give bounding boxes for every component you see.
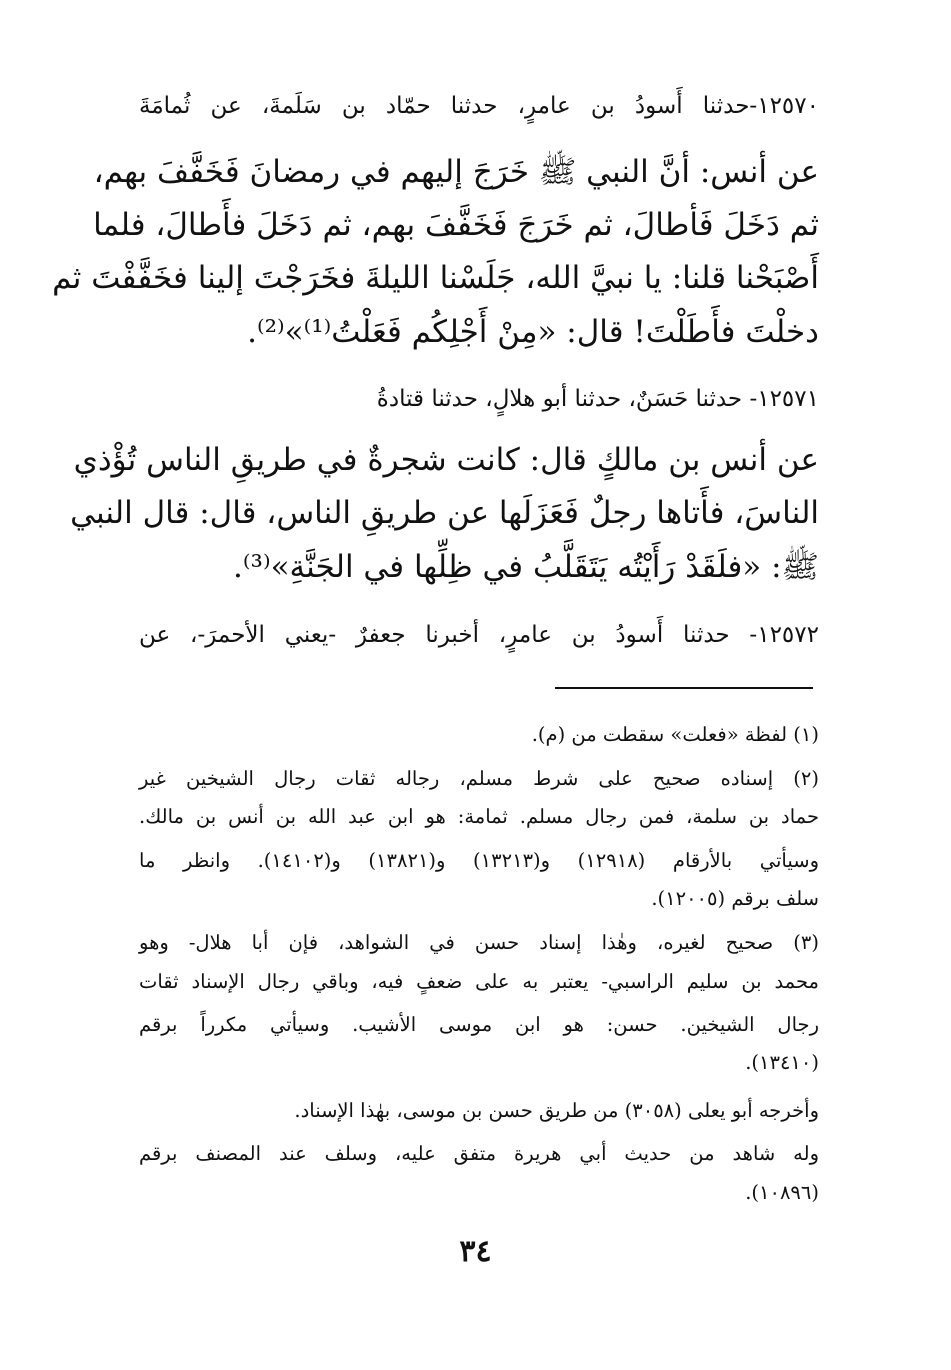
hadith-12571-header: ١٢٥٧١- حدثنا حَسَنٌ، حدثنا أبو هلالٍ، حدثنا قتادةُ xyxy=(376,386,819,412)
page-number: ٣٤ xyxy=(459,1234,492,1269)
hadith-12571-line-2: الناسَ، فأَتاها رجلٌ فَعَزَلَها عن طريقِ الناس، قال: قال النبي xyxy=(70,495,819,531)
footnote-2-line-2: حماد بن سلمة، فمن رجال مسلم. ثمامة: هو ابن عبد الله بن أنس بن مالك. xyxy=(139,805,819,828)
footnote-3-line-1: (٣) صحيح لغيره، وهٰذا إسناد حسن في الشواهد، فإن أبا هلال- وهو xyxy=(139,931,819,954)
footnote-2-line-1: (٢) إسناده صحيح على شرط مسلم، رجاله ثقات رجال الشيخين غير xyxy=(139,767,819,790)
footnote-2-line-3: وسيأتي بالأرقام (١٢٩١٨) و(١٣٢١٣) و(١٣٨٢١) و(١٤١٠٢). وانظر ما xyxy=(139,849,819,872)
hadith-12571-line-3: ﷺ: «فلَقَدْ رَأَيْتُه يَتَقَلَّبُ في ظِلِّها في الجَنَّةِ»⁽³⁾. xyxy=(233,549,819,585)
hadith-12570-line-3: أَصْبَحْنا قلنا: يا نبيَّ الله، جَلَسْنا الليلةَ فخَرَجْتَ إلينا فخَفَّفْتَ ثم xyxy=(52,260,819,296)
hadith-12571-line-1: عن أنس بن مالكٍ قال: كانت شجرةٌ في طريقِ الناس تُؤْذي xyxy=(73,442,819,478)
hadith-12570-line-2: ثم دَخَلَ فَأطالَ، ثم خَرَجَ فَخَفَّفَ بهم، ثم دَخَلَ فأَطالَ، فلما xyxy=(93,207,819,243)
footnote-3-extra-line-3: (١٠٨٩٦). xyxy=(745,1181,819,1204)
footnote-3-extra-line-2: وله شاهد من حديث أبي هريرة متفق عليه، وسلف عند المصنف برقم xyxy=(139,1142,819,1165)
hadith-12570-line-4: دخلْتَ فأَطَلْتَ! قال: «مِنْ أَجْلِكُم فَعَلْتُ⁽¹⁾»⁽²⁾. xyxy=(247,314,819,350)
hadith-12570-header: ١٢٥٧٠-حدثنا أَسودُ بن عامرٍ، حدثنا حمّاد بن سَلَمةَ، عن ثُمامَةَ xyxy=(139,93,819,119)
hadith-12572-header: ١٢٥٧٢- حدثنا أَسودُ بن عامرٍ، أخبرنا جعفرٌ -يعني الأحمرَ-، عن xyxy=(139,622,819,648)
footnote-3-line-4: (١٣٤١٠). xyxy=(745,1051,819,1074)
footnote-3-line-3: رجال الشيخين. حسن: هو ابن موسى الأشيب. وسيأتي مكرراً برقم xyxy=(139,1013,819,1036)
footnote-separator xyxy=(555,687,813,689)
footnote-2-line-4: سلف برقم (١٢٠٠٥). xyxy=(651,887,819,910)
footnote-1: (١) لفظة «فعلت» سقطت من (م). xyxy=(531,723,819,746)
hadith-12570-line-1: عن أنس: أنَّ النبي ﷺ خَرَجَ إليهم في رمضانَ فَخَفَّفَ بهم، xyxy=(93,154,819,190)
footnote-3-line-2: محمد بن سليم الراسبي- يعتبر به على ضعفٍ فيه، وباقي رجال الإسناد ثقات xyxy=(139,970,819,993)
footnote-3-extra-line-1: وأخرجه أبو يعلى (٣٠٥٨) من طريق حسن بن موسى، بهٰذا الإسناد. xyxy=(294,1099,819,1122)
